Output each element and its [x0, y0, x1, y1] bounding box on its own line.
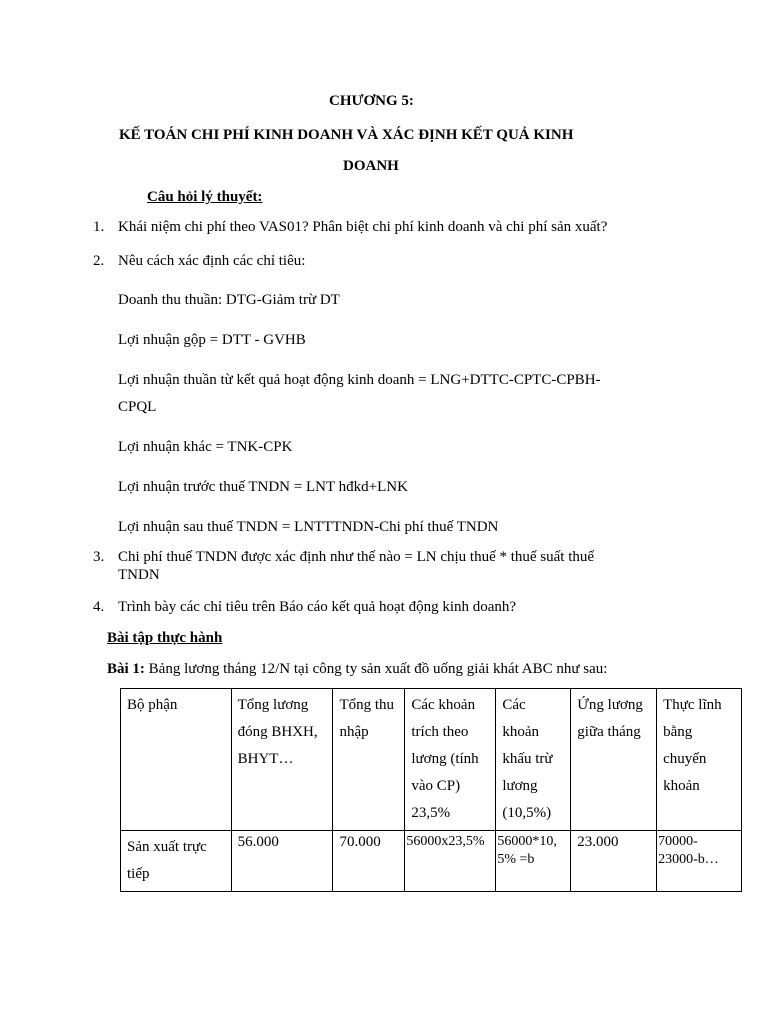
table-header-row — [121, 689, 742, 831]
table-header-cell: Tổng lương đóng BHXH, BHYT… — [231, 689, 333, 831]
table-cell: 23.000 — [571, 831, 657, 892]
table-cell: 56000*10, 5% =b — [496, 831, 571, 892]
formula-profit-after-tax: Lợi nhuận sau thuế TNDN = LNTTTNDN-Chi phí thuế TNDN — [118, 519, 499, 535]
question-1: Khái niệm chi phí theo VAS01? Phân biệt chi phí kinh doanh và chi phí sản xuất? — [118, 219, 608, 235]
salary-table — [120, 688, 742, 892]
table-header-cell: Ứng lương giữa tháng — [571, 689, 657, 831]
q3-number: 3. — [93, 549, 105, 565]
chapter-title-line2: DOANH — [343, 158, 399, 174]
chapter-heading: CHƯƠNG 5: — [329, 93, 414, 109]
exercise-1-text: Bảng lương tháng 12/N tại công ty sản xuất đồ uống giải khát ABC như sau: — [144, 661, 608, 677]
table-cell: 56000x23,5% — [405, 831, 496, 892]
theory-heading: Câu hỏi lý thuyết: — [147, 189, 263, 205]
table-cell: 70000-23000-b… — [657, 831, 742, 892]
chapter-title-line1: KẾ TOÁN CHI PHÍ KINH DOANH VÀ XÁC ĐỊNH KẾT QUẢ KINH — [119, 127, 574, 143]
q4-number: 4. — [93, 599, 105, 615]
exercise-1-intro — [107, 661, 607, 678]
exercise-1-label: Bài 1: — [107, 661, 145, 677]
question-4: Trình bày các chỉ tiêu trên Báo cáo kết quả hoạt động kinh doanh? — [118, 599, 517, 615]
table-header-cell: Thực lĩnh bằng chuyển khoản — [657, 689, 742, 831]
table-header-cell: Các khoản khấu trừ lương (10,5%) — [496, 689, 571, 831]
question-3: Chi phí thuế TNDN được xác định như thế nào = LN chịu thuế * thuế suất thuế — [118, 549, 595, 565]
question-3-cont: TNDN — [118, 567, 160, 583]
table-cell: 70.000 — [333, 831, 405, 892]
formula-net-revenue: Doanh thu thuần: DTG-Giảm trừ DT — [118, 292, 340, 308]
formula-operating-profit-cont: CPQL — [118, 399, 157, 415]
formula-operating-profit: Lợi nhuận thuần từ kết quả hoạt động kinh doanh = LNG+DTTC-CPTC-CPBH- — [118, 372, 601, 388]
formula-other-profit: Lợi nhuận khác = TNK-CPK — [118, 439, 293, 455]
table-row — [121, 831, 742, 892]
practice-heading: Bài tập thực hành — [107, 630, 223, 646]
table-header-cell: Các khoản trích theo lương (tính vào CP) 23,5% — [405, 689, 496, 831]
table-cell: 56.000 — [231, 831, 333, 892]
table-header-cell: Bộ phận — [121, 689, 232, 831]
table-cell: Sản xuất trực tiếp — [121, 831, 232, 892]
question-2: Nêu cách xác định các chỉ tiêu: — [118, 253, 306, 269]
q1-number: 1. — [93, 219, 105, 235]
q2-number: 2. — [93, 253, 105, 269]
formula-profit-before-tax: Lợi nhuận trước thuế TNDN = LNT hđkd+LNK — [118, 479, 408, 495]
table-header-cell: Tổng thu nhập — [333, 689, 405, 831]
formula-gross-profit: Lợi nhuận gộp = DTT - GVHB — [118, 332, 306, 348]
